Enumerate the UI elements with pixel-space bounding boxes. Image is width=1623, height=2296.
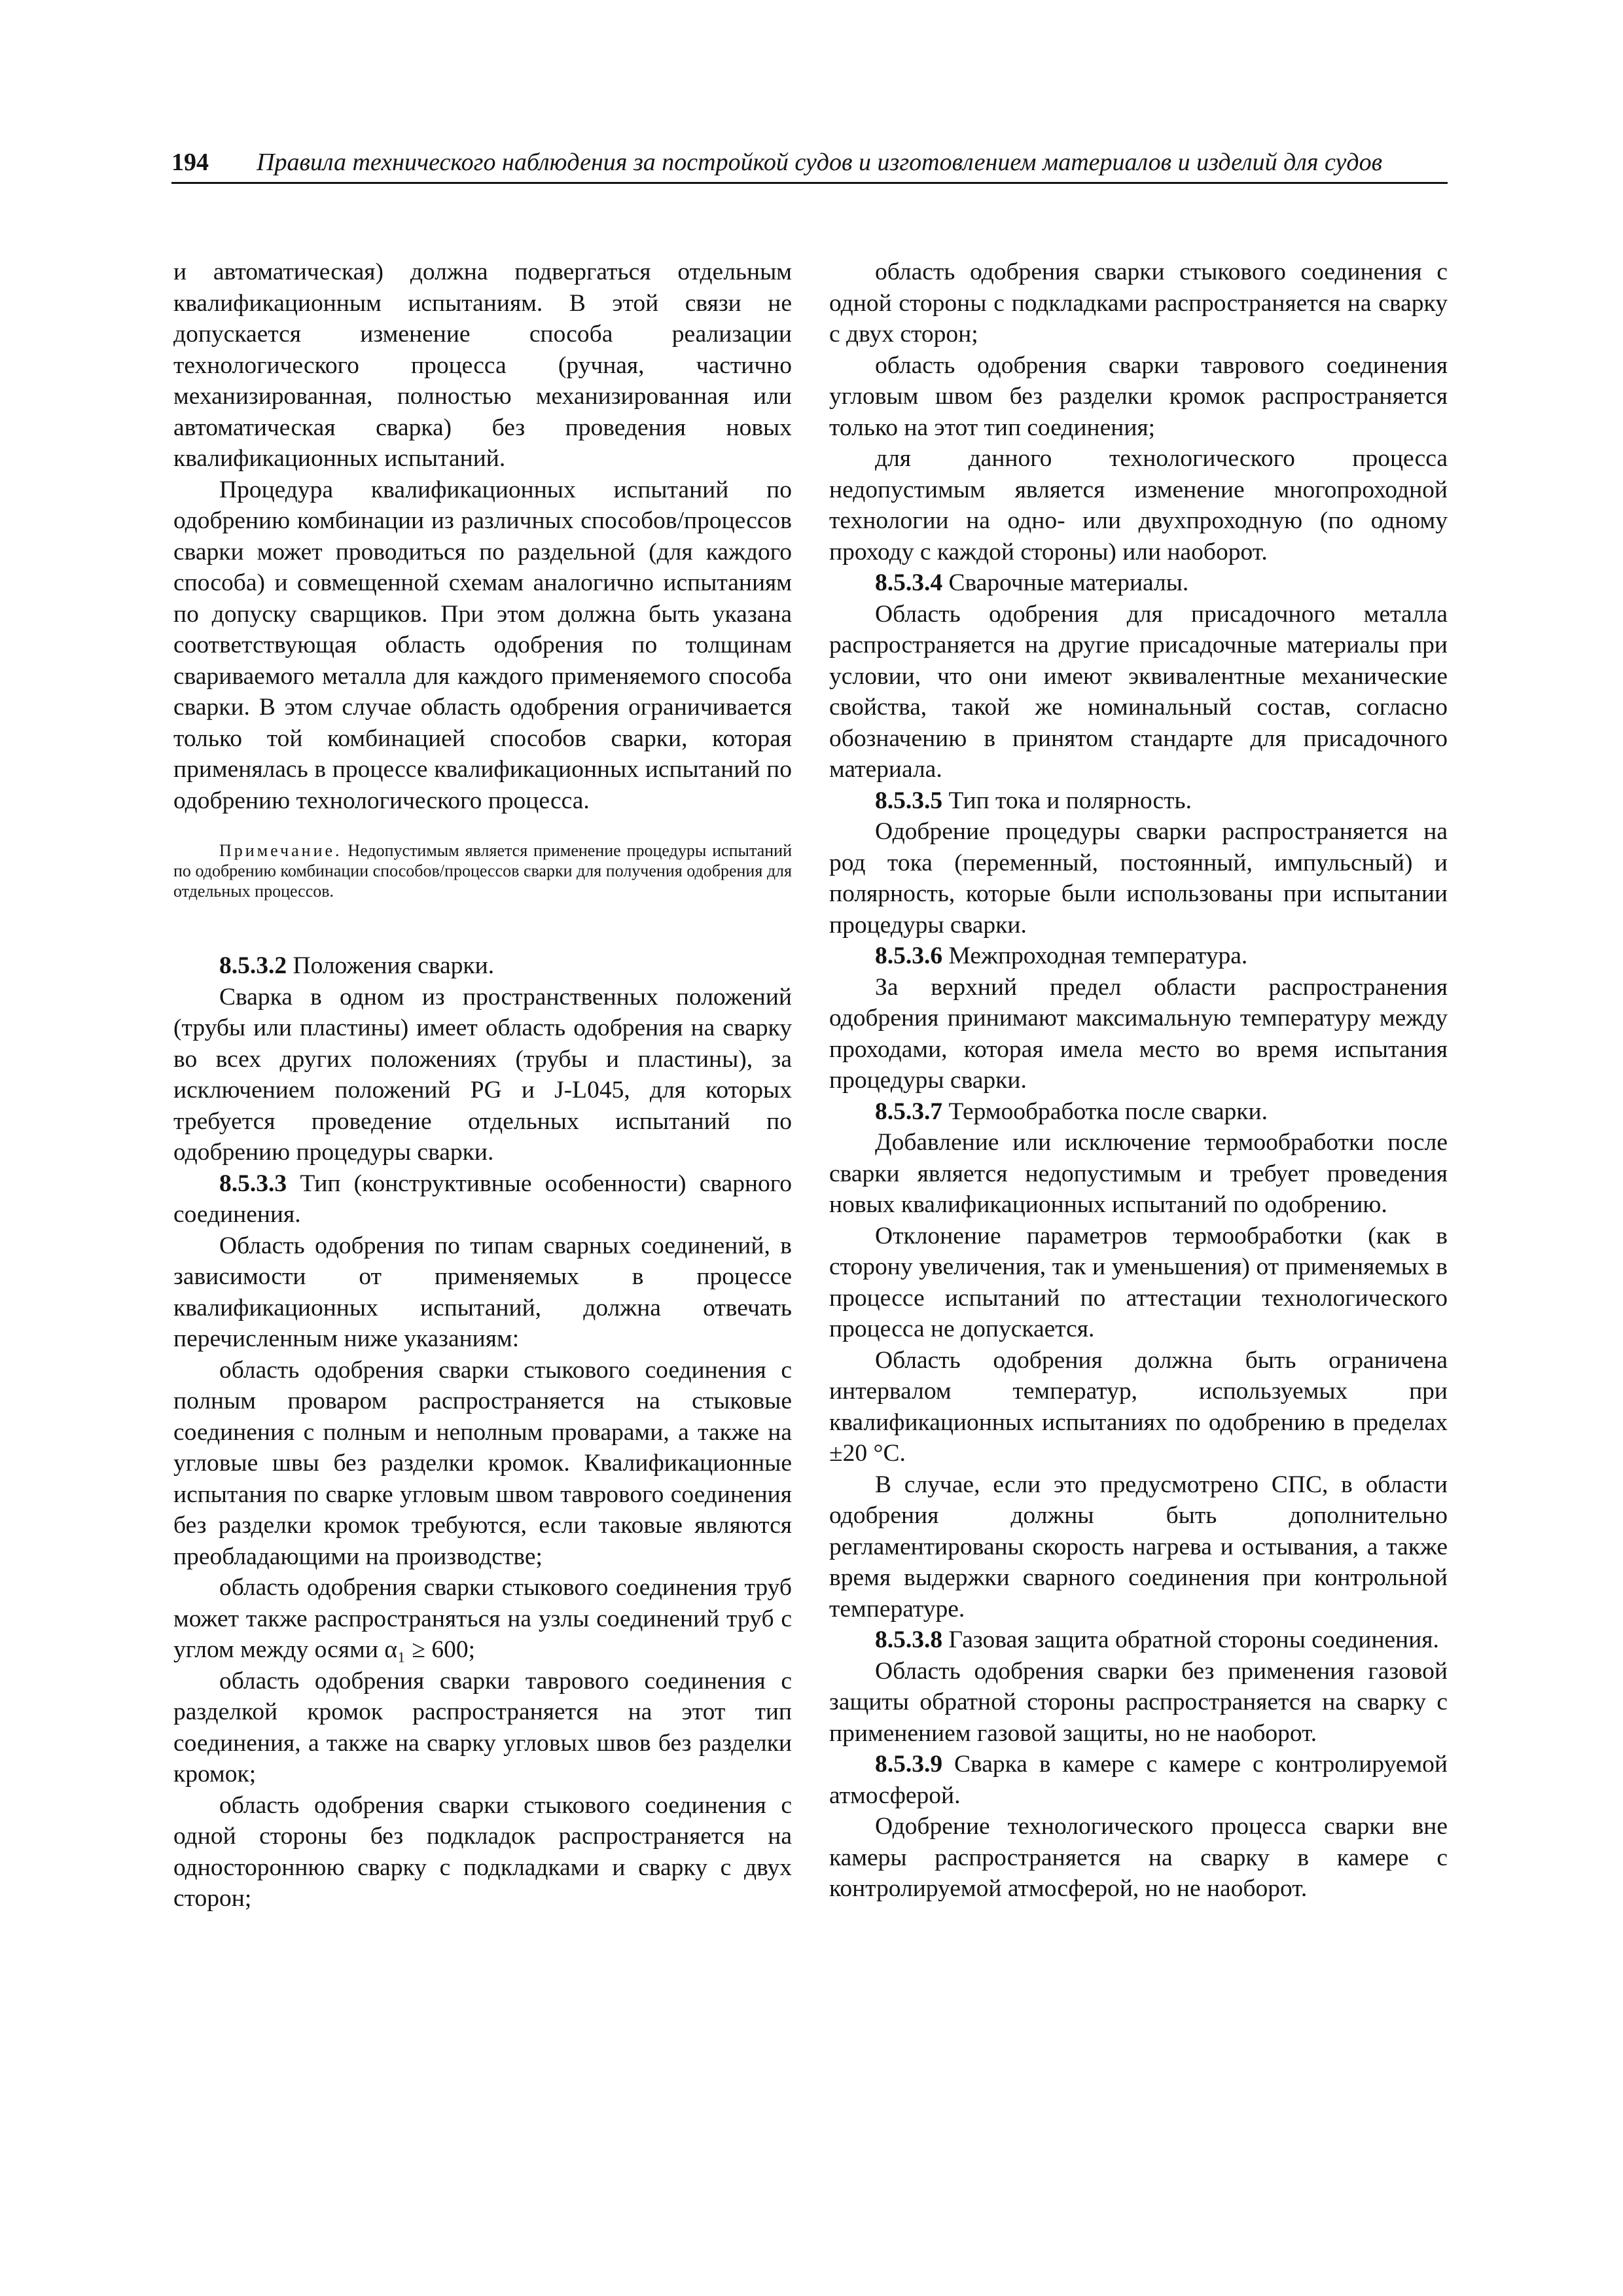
- section-heading-8-5-3-3: [173, 1168, 792, 1230]
- left-column: [173, 257, 792, 1914]
- paragraph: Область одобрения сварки без применения газовой защиты обратной стороны распространяется на сварку с применением газовой защиты, но не наоборот.: [829, 1657, 1448, 1747]
- section-number: 8.5.3.8: [875, 1626, 943, 1653]
- right-column: [829, 257, 1448, 1905]
- paragraph: Процедура квалификационных испытаний по одобрению комбинации из различных способов/процессов сварки может проводиться по раздельной (для каждого способа) и совмещенной схемам аналогично испытаниям по допуску сварщиков. При этом должна быть указана соответствующая область одобрения по толщинам свариваемого металла для каждого применяемого способа сварки. В этом случае область одобрения ограничивается только той комбинацией способов сварки, которая применялась в процессе квалификационных испытаний по одобрению технологического процесса.: [173, 476, 792, 814]
- section-number: 8.5.3.4: [875, 569, 943, 596]
- list-item: для данного технологического процесса недопустимым является изменение многопроходной технологии на одно- или двухпроходную (по одному проходу с каждой стороны) или наоборот.: [829, 445, 1448, 565]
- section-number: 8.5.3.7: [875, 1098, 943, 1125]
- paragraph: В случае, если это предусмотрено СПС, в области одобрения должны быть дополнительно регламентированы скорость нагрева и остывания, а также время выдержки сварного соединения при контрольной температуре.: [829, 1471, 1448, 1623]
- section-heading-8-5-3-2: [173, 950, 792, 982]
- list-item: область одобрения сварки таврового соединения с разделкой кромок распространяется на этот тип соединения, а также на сварку угловых швов без разделки кромок;: [173, 1667, 792, 1787]
- section-title: Газовая защита обратной стороны соединения.: [942, 1626, 1439, 1653]
- section-heading-8-5-3-8: [829, 1624, 1448, 1656]
- section-title: Межпроходная температура.: [942, 942, 1248, 969]
- header-rule: [171, 182, 1448, 184]
- section-title: Сварка в камере с камере с контролируемой атмосферой.: [829, 1751, 1448, 1809]
- running-title: Правила технического наблюдения за постройкой судов и изготовлением материалов и изделий для судов: [257, 149, 1383, 176]
- section-heading-8-5-3-6: [829, 941, 1448, 972]
- section-title: Сварочные материалы.: [942, 569, 1189, 596]
- section-heading-8-5-3-5: [829, 785, 1448, 817]
- section-heading-8-5-3-9: [829, 1749, 1448, 1811]
- paragraph: Область одобрения по типам сварных соединений, в зависимости от применяемых в процессе квалификационных испытаний, должна отвечать перечисленным ниже указаниям:: [173, 1232, 792, 1352]
- list-item: область одобрения сварки стыкового соединения с полным проваром распространяется на стыковые соединения с полным и неполным проварами, а также на угловые швы без разделки кромок. Квалификационные испытания по сварке угловым швом таврового соединения без разделки кромок требуются, если таковые являются преобладающими на производстве;: [173, 1356, 792, 1570]
- paragraph: Область одобрения должна быть ограничена интервалом температур, используемых при квалификационных испытаниях по одобрению в пределах ±20 °С.: [829, 1346, 1448, 1467]
- paragraph: Сварка в одном из пространственных положений (трубы или пластины) имеет область одобрения на сварку во всех других положениях (трубы и пластины), за исключением положений PG и J-L045, для которых требуется проведение отдельных испытаний по одобрению процедуры сварки.: [173, 983, 792, 1166]
- running-header: [171, 148, 1441, 177]
- section-heading-8-5-3-4: [829, 567, 1448, 599]
- list-item: область одобрения сварки стыкового соединения с одной стороны с подкладками распространяется на сварку с двух сторон;: [829, 259, 1448, 348]
- list-item: область одобрения сварки таврового соединения угловым швом без разделки кромок распространяется только на этот тип соединения;: [829, 351, 1448, 441]
- paragraph: Добавление или исключение термообработки после сварки является недопустимым и требует проведения новых квалификационных испытаний по одобрению.: [829, 1129, 1448, 1218]
- section-number: 8.5.3.2: [219, 952, 287, 979]
- note-text: Недопустимым является применение процедуры испытаний по одобрению комбинации способов/процессов сварки для получения одобрения для отдельных процессов.: [173, 841, 792, 901]
- paragraph: Одобрение процедуры сварки распространяется на род тока (переменный, постоянный, импульсный) и полярность, которые были использованы при испытании процедуры сварки.: [829, 818, 1448, 939]
- section-number: 8.5.3.6: [875, 942, 943, 969]
- paragraph: и автоматическая) должна подвергаться отдельным квалификационным испытаниям. В этой связи не допускается изменение способа реализации технологического процесса (ручная, частично механизированная, полностью механизированная или автоматическая сварка) без проведения новых квалификационных испытаний.: [173, 259, 792, 472]
- section-title: Тип (конструктивные особенности) сварного соединения.: [173, 1170, 792, 1228]
- note: [173, 840, 792, 901]
- paragraph: Область одобрения для присадочного металла распространяется на другие присадочные материалы при условии, что они имеют эквивалентные механические свойства, такой же номинальный состав, согласно обозначению в принятом стандарте для присадочного материала.: [829, 600, 1448, 783]
- section-number: 8.5.3.5: [875, 787, 943, 814]
- section-title: Тип тока и полярность.: [942, 787, 1192, 814]
- paragraph: Отклонение параметров термообработки (как в сторону увеличения, так и уменьшения) от применяемых в процессе испытаний по аттестации технологического процесса не допускается.: [829, 1222, 1448, 1342]
- section-heading-8-5-3-7: [829, 1096, 1448, 1128]
- page-number: 194: [171, 149, 209, 176]
- paragraph: За верхний предел области распространения одобрения принимают максимальную температуру между проходами, которая имела место во время испытания процедуры сварки.: [829, 973, 1448, 1094]
- list-item: область одобрения сварки стыкового соединения труб может также распространяться на узлы соединений труб с углом между осями α₁ ≥ 600;: [173, 1574, 792, 1663]
- note-label: Примечание.: [219, 841, 342, 860]
- paragraph: Одобрение технологического процесса сварки вне камеры распространяется на сварку в камере с контролируемой атмосферой, но не наоборот.: [829, 1813, 1448, 1902]
- section-title: Положения сварки.: [287, 952, 495, 979]
- section-title: Термообработка после сварки.: [942, 1098, 1268, 1125]
- section-number: 8.5.3.9: [875, 1751, 943, 1778]
- section-number: 8.5.3.3: [219, 1170, 287, 1197]
- list-item: область одобрения сварки стыкового соединения с одной стороны без подкладок распространяется на одностороннюю сварку с подкладками и сварку с двух сторон;: [173, 1791, 792, 1912]
